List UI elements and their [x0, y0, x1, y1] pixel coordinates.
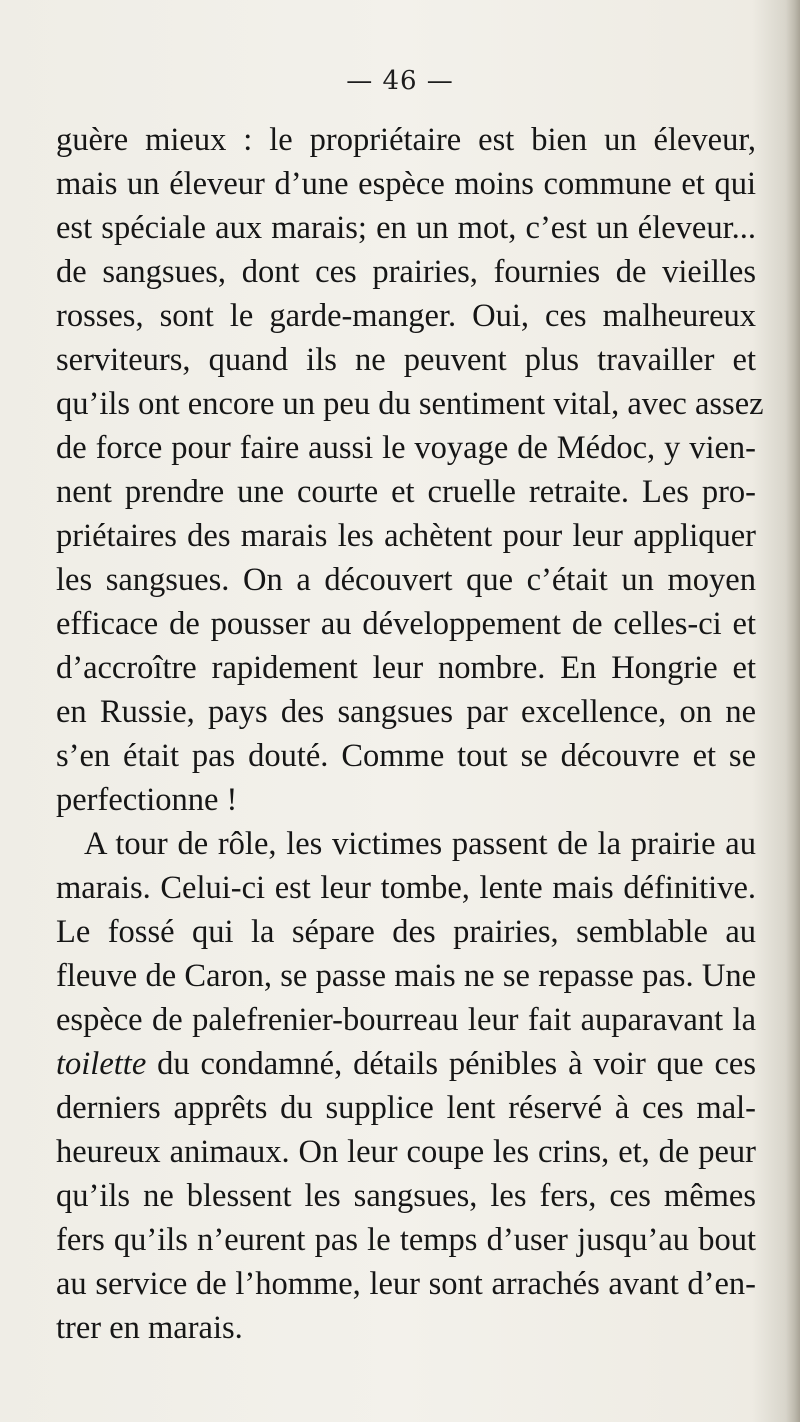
- line-remainder: du condamné, détails pénibles à voir que ces: [146, 1046, 756, 1082]
- text-line: d’accroître rapidement leur nombre. En Hongrie et: [56, 650, 756, 686]
- text-line: en Russie, pays des sangsues par excellence, on ne: [56, 694, 756, 730]
- text-line: fers qu’ils n’eurent pas le temps d’user jusqu’au bout: [56, 1222, 756, 1258]
- page-edge-shadow: [786, 0, 800, 1422]
- text-line: de force pour faire aussi le voyage de Médoc, y vien-: [56, 430, 756, 466]
- text-line: serviteurs, quand ils ne peuvent plus travailler et: [56, 342, 756, 378]
- text-line: trer en marais.: [56, 1310, 243, 1346]
- text-line: est spéciale aux marais; en un mot, c’est un éleveur...: [56, 210, 756, 246]
- text-line: au service de l’homme, leur sont arrachés avant d’en-: [56, 1266, 756, 1302]
- text-line: qu’ils ont encore un peu du sentiment vital, avec assez: [56, 386, 764, 422]
- text-line: rosses, sont le garde-manger. Oui, ces malheureux: [56, 298, 756, 334]
- text-line: A tour de rôle, les victimes passent de la prairie au: [84, 826, 756, 862]
- text-line: marais. Celui-ci est leur tombe, lente mais définitive.: [56, 870, 756, 906]
- text-line: priétaires des marais les achètent pour leur appliquer: [56, 518, 756, 554]
- text-line: espèce de palefrenier-bourreau leur fait auparavant la: [56, 1002, 756, 1038]
- text-line: s’en était pas douté. Comme tout se découvre et se: [56, 738, 756, 774]
- text-line: qu’ils ne blessent les sangsues, les fers, ces mêmes: [56, 1178, 756, 1214]
- text-line: mais un éleveur d’une espèce moins commune et qui: [56, 166, 756, 202]
- text-line: [56, 1042, 756, 1086]
- text-line: guère mieux : le propriétaire est bien un éleveur,: [56, 122, 756, 158]
- text-line: heureux animaux. On leur coupe les crins, et, de peur: [56, 1134, 756, 1170]
- text-line: derniers apprêts du supplice lent réservé à ces mal-: [56, 1090, 756, 1126]
- page-number: — 46 —: [346, 66, 454, 96]
- text-line: de sangsues, dont ces prairies, fournies de vieilles: [56, 254, 756, 290]
- body-text: [56, 118, 764, 1350]
- text-line: efficace de pousser au développement de celles-ci et: [56, 606, 756, 642]
- text-line: nent prendre une courte et cruelle retraite. Les pro-: [56, 474, 756, 510]
- text-line: Le fossé qui la sépare des prairies, semblable au: [56, 914, 756, 950]
- text-line: perfectionne !: [56, 782, 238, 818]
- text-line: les sangsues. On a découvert que c’était un moyen: [56, 562, 756, 598]
- text-line: fleuve de Caron, se passe mais ne se repasse pas. Une: [56, 958, 756, 994]
- italic-word: toilette: [56, 1046, 147, 1082]
